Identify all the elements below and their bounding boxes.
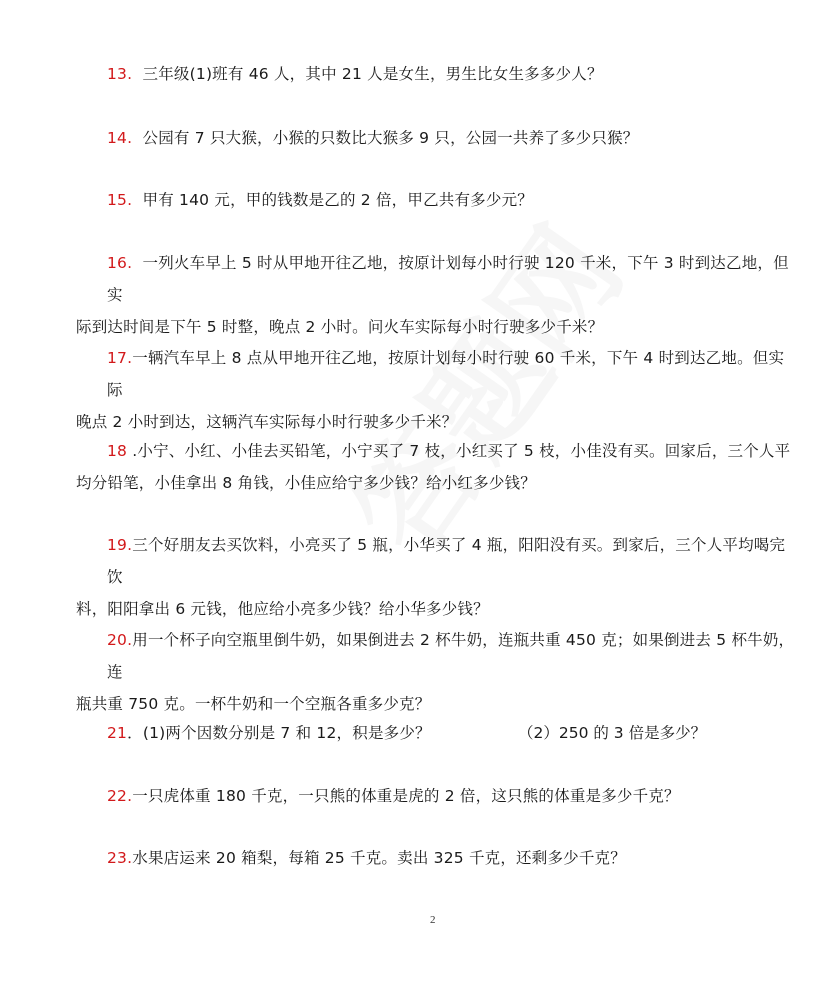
question-text: 水果店运来 20 箱梨，每箱 25 千克。卖出 325 千克，还剩多少千克？ [132, 849, 626, 867]
question-21-part2: （2）250 的 3 倍是多少？ [518, 724, 707, 742]
question-number: 17. [107, 349, 133, 367]
question-20 [76, 624, 797, 720]
question-text: 三个好朋友去买饮料，小亮买了 5 瓶，小华买了 4 瓶，阳阳没有买。到家后，三个人平均喝完饮 [107, 536, 786, 586]
question-text: 一列火车早上 5 时从甲地开往乙地，按原计划每小时行驶 120 千米，下午 3 时到达乙地，但实 [107, 254, 789, 304]
question-text-line2: 均分铅笔，小佳拿出 8 角钱，小佳应给宁多少钱？给小红多少钱？ [76, 474, 536, 492]
question-19 [76, 529, 797, 625]
question-text: 一只虎体重 180 千克，一只熊的体重是虎的 2 倍，这只熊的体重是多少千克？ [132, 787, 680, 805]
question-text: 用一个杯子向空瓶里倒牛奶，如果倒进去 2 杯牛奶，连瓶共重 450 克；如果倒进去 5 杯牛奶，连 [107, 631, 795, 681]
question-18 [76, 435, 797, 499]
question-number: 23. [107, 849, 133, 867]
question-text-line2: 际到达时间是下午 5 时整，晚点 2 小时。问火车实际每小时行驶多少千米？ [76, 318, 604, 336]
question-number: 15. [107, 191, 133, 209]
question-number: 20. [107, 631, 133, 649]
question-15 [107, 184, 797, 216]
question-13 [107, 58, 797, 90]
question-23 [107, 842, 797, 874]
question-number: 21 [107, 724, 128, 742]
question-number: 18 [107, 442, 128, 460]
question-22 [107, 780, 797, 812]
question-text: 甲有 140 元，甲的钱数是乙的 2 倍，甲乙共有多少元？ [142, 191, 533, 209]
question-text: 一辆汽车早上 8 点从甲地开往乙地，按原计划每小时行驶 60 千米，下午 4 时到达乙地。但实际 [107, 349, 785, 399]
question-text-line2: 晚点 2 小时到达，这辆汽车实际每小时行驶多少千米？ [76, 413, 458, 431]
question-number: 14. [107, 129, 133, 147]
question-text: ．(1)两个因数分别是 7 和 12，积是多少？ [127, 724, 431, 742]
question-17 [76, 342, 797, 438]
question-text: .小宁、小红、小佳去买铅笔，小宁买了 7 枝，小红买了 5 枝，小佳没有买。回家后，三个人平 [127, 442, 791, 460]
question-text-line2: 料，阳阳拿出 6 元钱，他应给小亮多少钱？给小华多少钱？ [76, 600, 489, 618]
question-number: 13. [107, 65, 133, 83]
question-16 [76, 247, 797, 343]
question-text: 三年级(1)班有 46 人，其中 21 人是女生，男生比女生多多少人？ [142, 65, 603, 83]
question-number: 16. [107, 254, 133, 272]
question-14 [107, 122, 797, 154]
page-number: 2 [430, 914, 436, 926]
question-number: 19. [107, 536, 133, 554]
question-number: 22. [107, 787, 133, 805]
question-text-line2: 瓶共重 750 克。一杯牛奶和一个空瓶各重多少克？ [76, 695, 431, 713]
question-text: 公园有 7 只大猴，小猴的只数比大猴多 9 只，公园一共养了多少只猴？ [142, 129, 639, 147]
